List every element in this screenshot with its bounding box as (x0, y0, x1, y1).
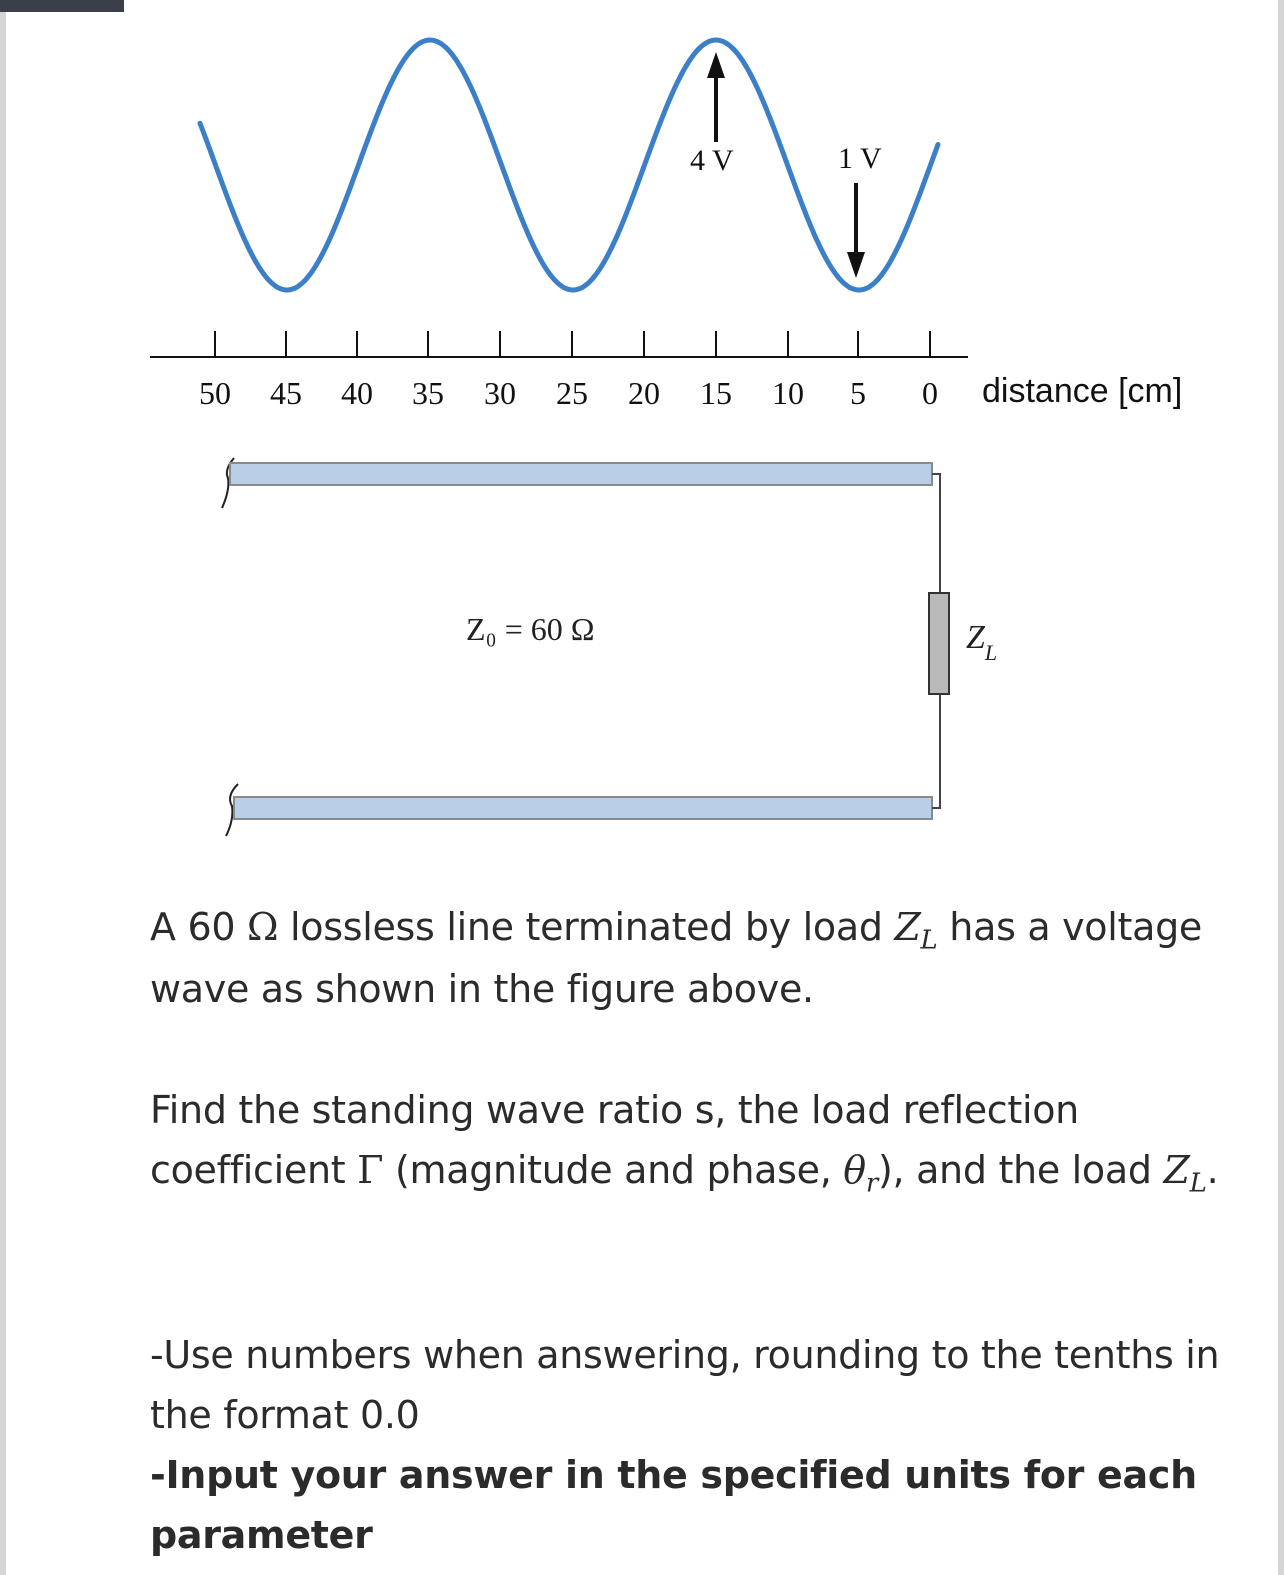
min-voltage-label: 1 V (838, 142, 882, 175)
axis-tick-label: 10 (772, 375, 804, 411)
load-wire-bottom (932, 694, 940, 808)
axis-tick-label: 40 (341, 375, 373, 411)
distance-axis-label: distance [cm] (982, 372, 1183, 410)
axis-tick-label: 35 (412, 375, 444, 411)
min-voltage-arrow-head (847, 252, 865, 278)
rounding-instruction: -Use numbers when answering, rounding to the tenths in the format 0.0 (150, 1333, 1220, 1437)
axis-tick-label: 50 (199, 375, 231, 411)
axis-tick-label: 30 (484, 375, 516, 411)
axis-tick-label: 20 (628, 375, 660, 411)
axis-tick-label: 5 (850, 375, 866, 411)
axis-tick-label: 15 (700, 375, 732, 411)
axis-tick-label: 25 (556, 375, 588, 411)
load-wire-top (932, 474, 940, 593)
line-impedance-label: Z₀ = 60 Ω (466, 611, 595, 647)
load-resistor (929, 593, 949, 694)
axis-ticks (215, 331, 930, 357)
axis-tick-labels (199, 375, 938, 411)
axis-tick-label: 0 (922, 375, 938, 411)
problem-statement: A 60 Ω lossless line terminated by load $Z_L$ has a voltage wave as shown in the figure above. (150, 905, 1202, 1011)
max-voltage-arrow-head (707, 52, 725, 78)
max-voltage-label: 4 V (690, 144, 734, 177)
voltage-wave (200, 40, 938, 290)
top-conductor (230, 463, 932, 485)
units-instruction: -Input your answer in the specified units for each parameter (150, 1453, 1197, 1557)
bottom-conductor (234, 797, 932, 819)
problem-question: Find the standing wave ratio s, the load reflection coefficient Γ (magnitude and phase, $\theta_r$), and the load $Z_L$. (150, 1088, 1219, 1199)
answer-instructions (150, 1325, 1230, 1565)
load-label: $Z_L$ (966, 619, 998, 665)
axis-tick-label: 45 (270, 375, 302, 411)
